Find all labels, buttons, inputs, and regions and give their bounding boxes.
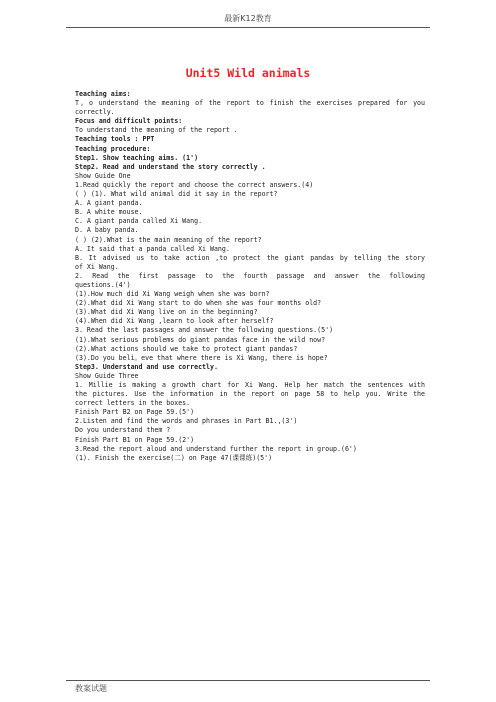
text-line: correct letters in the boxes. bbox=[75, 399, 191, 408]
text-line: A. A giant panda. bbox=[75, 199, 143, 208]
text-line: 3.Read the report aloud and understand further the report in group.(6') bbox=[75, 444, 357, 453]
section-heading: Step1. Show teaching aims. (1') bbox=[75, 153, 199, 162]
text-line: Show Guide Three bbox=[75, 371, 139, 380]
text-line: (3).Do you beli。eve that where there is Xi Wang, there is hope? bbox=[75, 353, 328, 362]
text-line: A. It said that a panda called Xi Wang. bbox=[75, 244, 230, 253]
document-title: Unit5 Wild animals bbox=[185, 66, 311, 80]
section-heading: Focus and difficult points: bbox=[75, 117, 183, 126]
section-heading: Step2. Read and understand the story correctly . bbox=[75, 162, 266, 171]
page-header: 最新K12教育 bbox=[224, 14, 272, 23]
text-line: B. A white mouse. bbox=[75, 208, 143, 217]
document-body bbox=[75, 90, 425, 463]
text-line: ( ) (2).What is the main meaning of the report? bbox=[75, 235, 262, 244]
text-line: the pictures. Use the information in the report on page 58 to help you. Write the bbox=[75, 390, 425, 399]
text-line: (3).What did Xi Wang live on in the beginning? bbox=[75, 308, 258, 317]
header-divider bbox=[66, 27, 430, 28]
text-line: (1).What serious problems do giant pandas face in the wild now? bbox=[75, 335, 326, 344]
section-heading: Teaching tools : PPT bbox=[75, 135, 155, 144]
text-line: questions.(4') bbox=[75, 280, 131, 289]
text-line: To understand the meaning of the report . bbox=[75, 126, 238, 135]
text-line: 1. Millie is making a growth chart for Xi Wang. Help her match the sentences with bbox=[75, 381, 425, 389]
text-line: Do you understand them ? bbox=[75, 426, 171, 435]
text-line: 2. Read the first passage to the fourth passage and answer the following bbox=[75, 271, 425, 280]
text-line: 3. Read the last passages and answer the following questions.(5') bbox=[75, 326, 334, 335]
text-line: (1).How much did Xi Wang weigh when she was born? bbox=[75, 290, 270, 299]
section-heading: Teaching aims: bbox=[75, 90, 131, 98]
text-line: ( ) (1). What wild animal did it say in the report? bbox=[75, 190, 278, 199]
page-footer: 教案试题 bbox=[75, 684, 107, 693]
text-line: (2).What did Xi Wang start to do when she was four months old? bbox=[75, 299, 322, 308]
text-line: B. It advised us to take action ,to protect the giant pandas by telling the story bbox=[75, 253, 425, 262]
text-line: correctly. bbox=[75, 108, 115, 117]
text-line: D. A baby panda. bbox=[75, 226, 139, 235]
text-line: T。o understand the meaning of the report to finish the exercises prepared for you bbox=[75, 99, 425, 108]
text-line: 2.Listen and find the words and phrases in Part B1.,(3') bbox=[75, 417, 298, 426]
text-line: of Xi Wang. bbox=[75, 262, 119, 271]
text-line: Finish Part B1 on Page 59.(2') bbox=[75, 435, 195, 444]
text-line: Finish Part B2 on Page 59.(5') bbox=[75, 408, 195, 417]
footer-divider bbox=[66, 680, 430, 681]
section-heading: Step3. Understand and use correctly. bbox=[75, 362, 218, 371]
text-line: (2).What actions should we take to protect giant pandas? bbox=[75, 344, 298, 353]
text-line: Show Guide One bbox=[75, 171, 131, 180]
text-line: (4).When did Xi Wang ,learn to look after herself? bbox=[75, 317, 274, 326]
text-line: C. A giant panda called Xi Wang. bbox=[75, 217, 203, 226]
text-line: 1.Read quickly the report and choose the correct answers.(4) bbox=[75, 180, 314, 189]
text-line: (1). Finish the exercise(二) on Page 47(课课练)(5') bbox=[75, 453, 273, 462]
section-heading: Teaching procedure: bbox=[75, 144, 151, 153]
